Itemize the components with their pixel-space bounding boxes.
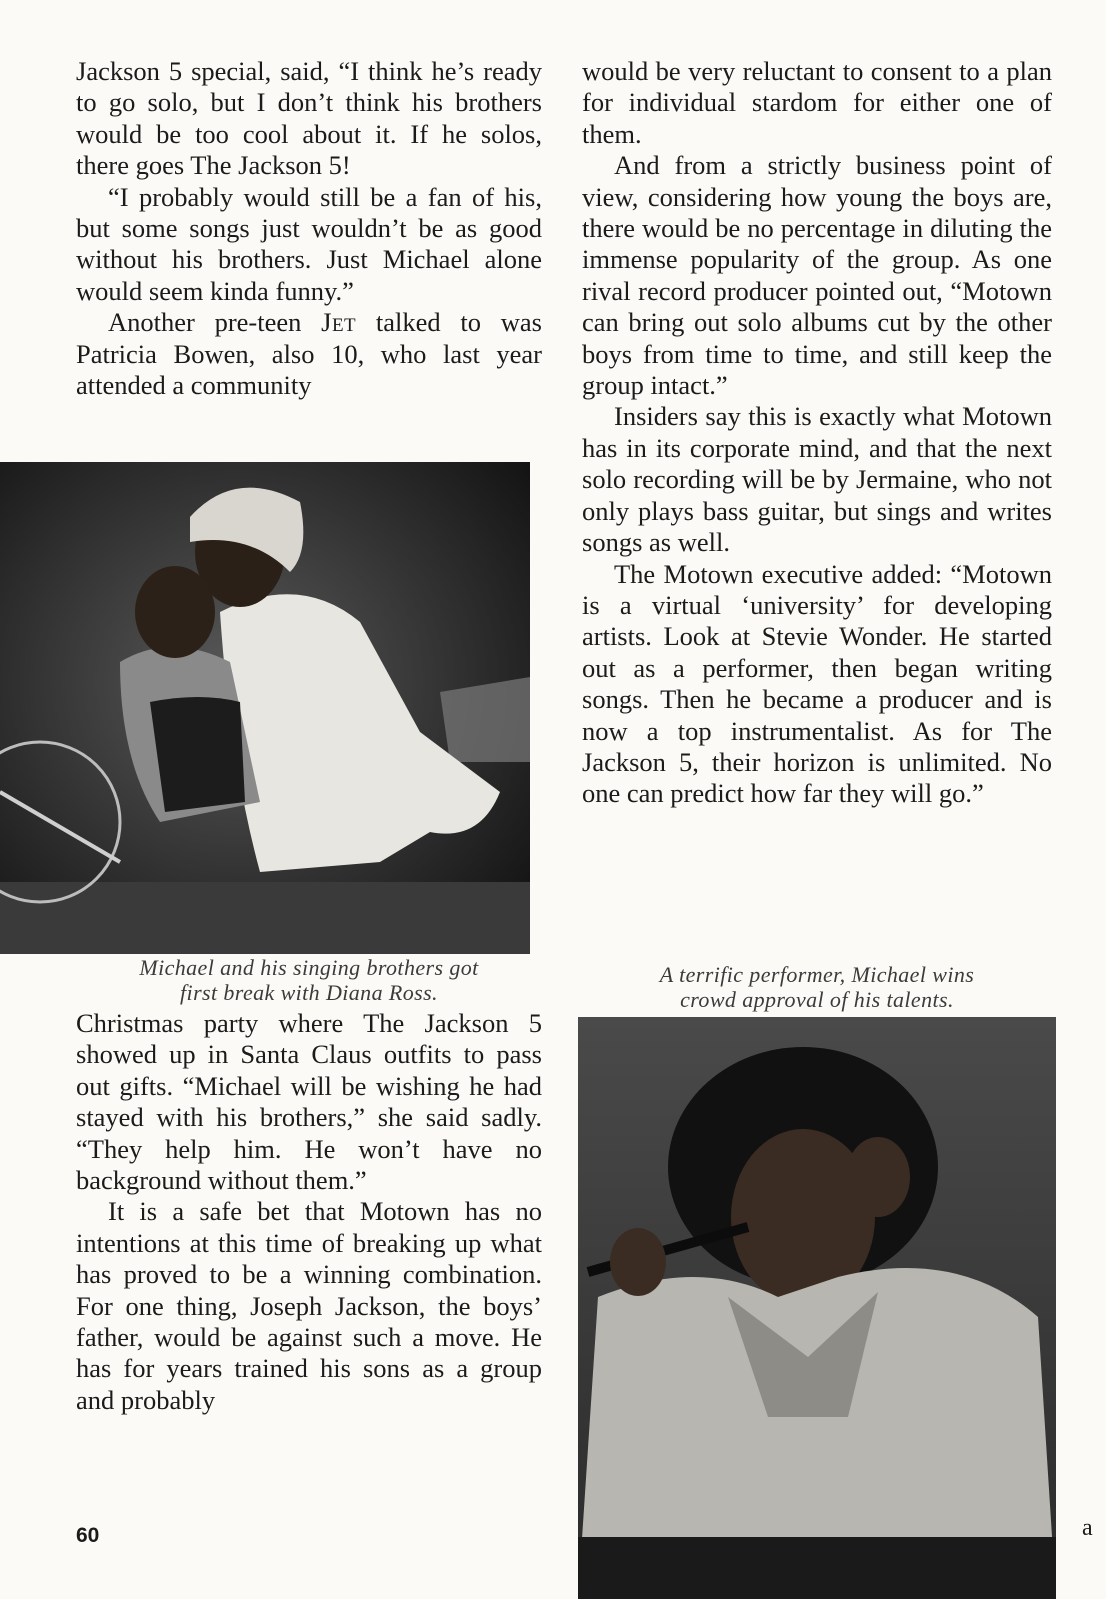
left-column-bottom <box>76 1008 542 1416</box>
article-paragraph: would be very reluctant to consent to a plan for individual stardom for either one of them. <box>582 56 1052 149</box>
article-paragraph: Christmas party where The Jackson 5 showed up in Santa Claus outfits to pass out gifts. “Michael will be wishing he had stayed with his brothers,” she said sadly. “They help him. He won’t have no background without them.” <box>76 1008 542 1196</box>
article-paragraph: Insiders say this is exactly what Motown has in its corporate mind, and that the next solo recording will be by Jermaine, who not only plays bass guitar, but sings and writes songs as well. <box>582 401 1052 558</box>
page-number: 60 <box>76 1524 100 1547</box>
jet-brand-name: Jet <box>321 307 357 338</box>
article-paragraph: Jackson 5 special, said, “I think he’s ready to go solo, but I don’t think his brothers would be too cool about it. If he solos, there goes The Jackson 5! <box>76 56 542 181</box>
photo-michael-performing <box>578 1017 1056 1599</box>
left-column-top <box>76 56 542 401</box>
article-paragraph-jet <box>76 307 542 401</box>
caption-line: Michael and his singing brothers got <box>139 955 479 980</box>
text-span: talked to was Patricia Bowen, also 10, who last year attended a community <box>76 307 542 401</box>
text-span: Another pre-teen <box>108 307 322 338</box>
caption-line: crowd approval of his talents. <box>680 987 954 1012</box>
article-paragraph: “I probably would still be a fan of his, but some songs just wouldn’t be as good without his brothers. Just Michael alone would seem kinda funny.” <box>76 181 542 306</box>
article-paragraph: The Motown executive added: “Motown is a virtual ‘university’ for developing artists. Look at Stevie Wonder. He started out as a performer, then began writing songs. Then he became a producer and is now a top instrumentalist. As for The Jackson 5, their horizon is unlimited. No one can predict how far they will go.” <box>582 558 1052 809</box>
article-paragraph: And from a strictly business point of view, considering how young the boys are, there would be no percentage in diluting the immense popularity of the group. As one rival record producer pointed out, “Motown can bring out solo albums cut by the other boys from time to time, and still keep the group intact.” <box>582 150 1052 401</box>
right-column <box>582 56 1052 810</box>
margin-letter: a <box>1082 1515 1093 1541</box>
photo-michael-diana-ross <box>0 462 530 954</box>
article-paragraph: It is a safe bet that Motown has no intentions at this time of breaking up what has proved to be a winning combination. For one thing, Joseph Jackson, the boys’ father, would be against such a move. He has for years trained his sons as a group and probably <box>76 1196 542 1415</box>
caption-line: first break with Diana Ross. <box>180 980 438 1005</box>
caption-line: A terrific performer, Michael wins <box>659 962 975 987</box>
photo-caption-diana-ross <box>76 955 542 1005</box>
photo-caption-performer <box>578 962 1056 1012</box>
